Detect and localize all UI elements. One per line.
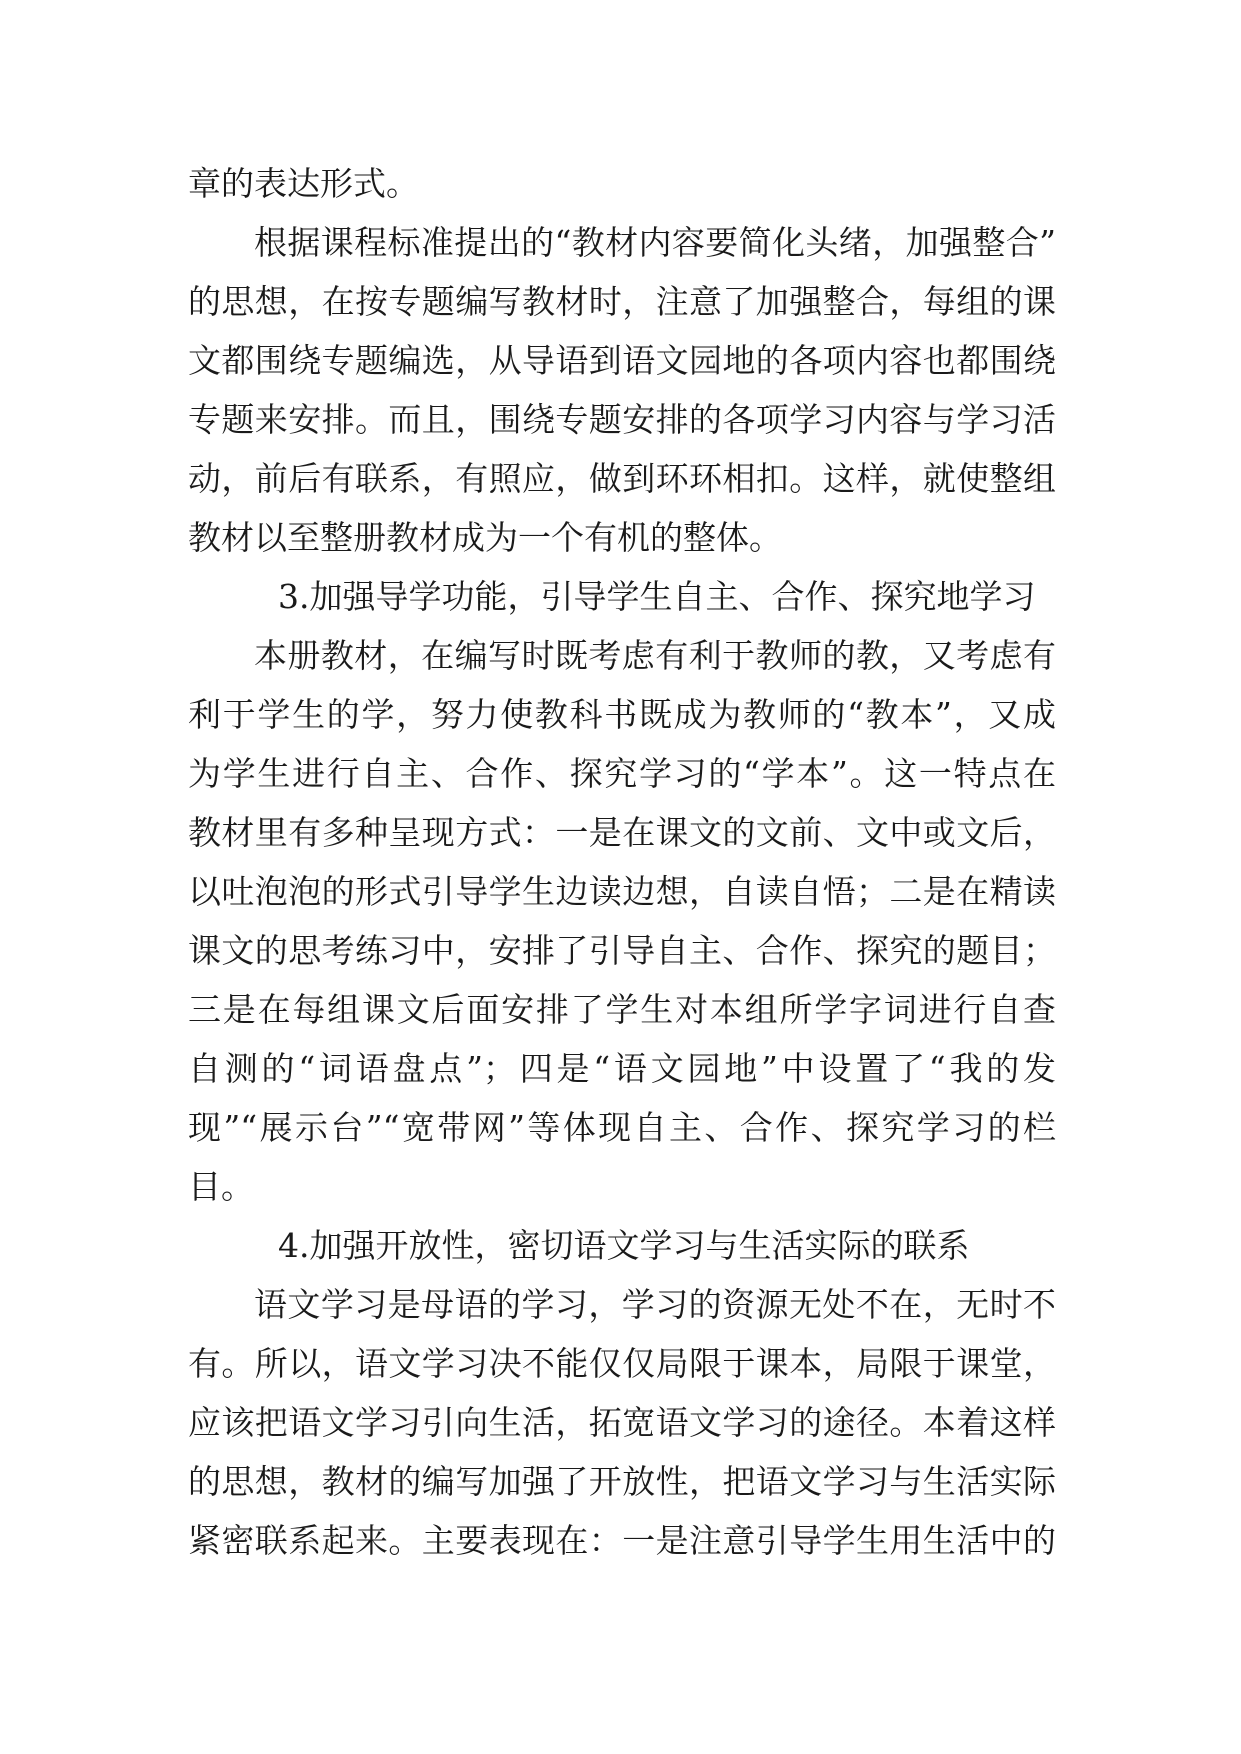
text-line: 专题来安排。而且，围绕专题安排的各项学习内容与学习活 [188,400,1056,439]
section-heading [188,1216,1056,1275]
text-line: 目。 [188,1167,254,1206]
paragraph [188,154,1056,213]
document-body [188,154,1056,1570]
text-line: 章的表达形式。 [188,164,419,203]
heading-text: 4.加强开放性，密切语文学习与生活实际的联系 [278,1226,970,1265]
text-line: 有。所以，语文学习决不能仅仅局限于课本，局限于课堂， [188,1344,1056,1383]
text-line: 课文的思考练习中，安排了引导自主、合作、探究的题目； [188,931,1056,970]
text-line: 的思想，教材的编写加强了开放性，把语文学习与生活实际 [188,1462,1056,1501]
text-line: 教材里有多种呈现方式：一是在课文的文前、文中或文后， [188,813,1056,852]
text-line: 三是在每组课文后面安排了学生对本组所学字词进行自查 [188,990,1056,1029]
text-line: 为学生进行自主、合作、探究学习的“学本”。这一特点在 [188,754,1056,793]
text-line: 现”“展示台”“宽带网”等体现自主、合作、探究学习的栏 [188,1108,1056,1147]
paragraph [188,1275,1056,1570]
text-line: 紧密联系起来。主要表现在：一是注意引导学生用生活中的 [188,1521,1056,1560]
text-line: 语文学习是母语的学习，学习的资源无处不在，无时不 [254,1285,1056,1324]
text-line: 根据课程标准提出的“教材内容要简化头绪，加强整合” [254,223,1056,262]
text-line: 利于学生的学，努力使教科书既成为教师的“教本”，又成 [188,695,1056,734]
text-line: 以吐泡泡的形式引导学生边读边想，自读自悟；二是在精读 [188,872,1056,911]
text-line: 自测的“词语盘点”；四是“语文园地”中设置了“我的发 [188,1049,1056,1088]
heading-text: 3.加强导学功能，引导学生自主、合作、探究地学习 [278,577,1036,616]
text-line: 本册教材，在编写时既考虑有利于教师的教，又考虑有 [254,636,1056,675]
text-line: 教材以至整册教材成为一个有机的整体。 [188,518,782,557]
text-line: 的思想，在按专题编写教材时，注意了加强整合，每组的课 [188,282,1056,321]
text-line: 应该把语文学习引向生活，拓宽语文学习的途径。本着这样 [188,1403,1056,1442]
section-heading [188,567,1056,626]
paragraph [188,213,1056,567]
paragraph [188,626,1056,1216]
text-line: 动，前后有联系，有照应，做到环环相扣。这样，就使整组 [188,459,1056,498]
text-line: 文都围绕专题编选，从导语到语文园地的各项内容也都围绕 [188,341,1056,380]
